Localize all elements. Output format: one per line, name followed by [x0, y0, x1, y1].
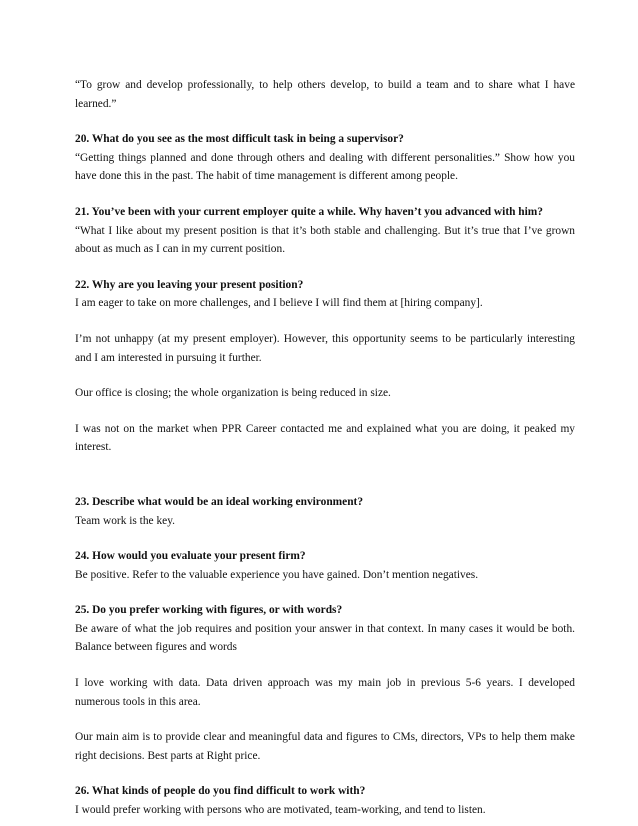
answer-22-3: Our office is closing; the whole organization is being reduced in size.: [75, 387, 391, 400]
answer-24: Be positive. Refer to the valuable experience you have gained. Don’t mention negatives.: [75, 568, 479, 581]
answer-25-3: Our main aim is to provide clear and meaningful data and figures to CMs, directors, VPs to help them make right decisions. Best parts at Right price.: [75, 731, 575, 762]
answer-22-4: I was not on the market when PPR Career contacted me and explained what you are doing, it peaked my interest.: [75, 422, 575, 454]
answer-21: “What I like about my present position is that it’s both stable and challenging. But it’s true that I’ve grown about as much as I can in my current position.: [75, 224, 575, 256]
document-page: [75, 76, 575, 820]
question-25: 25. Do you prefer working with figures, or with words?: [75, 604, 343, 617]
question-23: 23. Describe what would be an ideal working environment?: [75, 495, 364, 508]
answer-23: Team work is the key.: [75, 514, 176, 527]
answer-20: “Getting things planned and done through others and dealing with different personalities.” Show how you have done this in the past. The habit of time management is different among people.: [75, 151, 575, 183]
question-22: 22. Why are you leaving your present position?: [75, 278, 304, 291]
answer-25-1: Be aware of what the job requires and position your answer in that context. In many cases it would be both. Balance between figures and words: [75, 622, 575, 654]
question-24: 24. How would you evaluate your present firm?: [75, 550, 306, 563]
answer-25-2: I love working with data. Data driven approach was my main job in previous 5-6 years. I developed numerous tools in this area.: [75, 677, 575, 708]
question-21: 21. You’ve been with your current employer quite a while. Why haven’t you advanced with him?: [75, 205, 543, 218]
question-20: 20. What do you see as the most difficult task in being a supervisor?: [75, 133, 404, 146]
answer-26: I would prefer working with persons who are motivated, team-working, and tend to listen.: [75, 804, 486, 817]
question-26: 26. What kinds of people do you find difficult to work with?: [75, 785, 366, 798]
intro-quote: “To grow and develop professionally, to help others develop, to build a team and to share what I have learned.”: [75, 79, 575, 110]
answer-22-2: I’m not unhappy (at my present employer). However, this opportunity seems to be particularly interesting and I am interested in pursuing it further.: [75, 332, 575, 364]
answer-22-1: I am eager to take on more challenges, and I believe I will find them at [hiring company].: [75, 297, 483, 310]
